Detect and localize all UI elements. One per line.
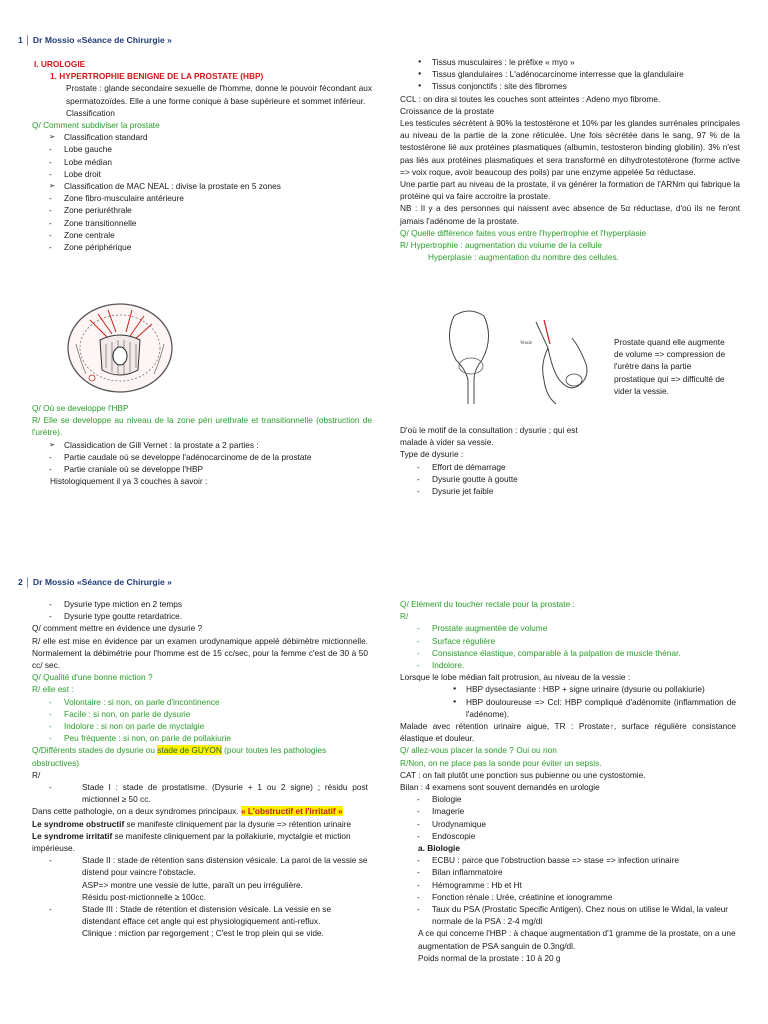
paragraph: ASP=> montre une vessie de lutte, paraît un peu irrégulière. [82, 879, 303, 890]
answer: R/ [400, 611, 409, 622]
paragraph: Prostate : glande secondaire sexuelle de l'homme, donne le pouvoir fécondant aux spermatozoïdes. Elle a une forme conique à base supérieure et sommet inférieur. [66, 83, 372, 106]
question: Q/ Comment subdiviser la prostate [32, 120, 160, 131]
answer: R/ Elle se developpe au niveau de la zone péri urethrale et transitionnelle (obstruction de l'urètre). [32, 415, 372, 438]
list-item: ➢ Classification de MAC NEAL : divise la prostate en 5 zones [32, 180, 372, 192]
list-item: - Partie craniale où se developpe l'HBP [32, 463, 372, 475]
answer: R/ Hypertrophie : augmentation du volume de la cellule [400, 240, 603, 251]
list-item: ➢ Classification standard [32, 131, 372, 143]
list-item: - Lobe gauche [32, 143, 372, 155]
figure-caption [614, 336, 732, 397]
list-item: - Imagerie [400, 805, 736, 817]
list-item: - Facile : si non, on parle de dysurie [32, 708, 368, 720]
question: Q/ comment mettre en évidence une dysurie ? [32, 623, 203, 634]
question: Q/ Quelle différence faites vous entre l'hypertrophie et l'hyperplasie [400, 227, 647, 238]
answer: R/ elle est mise en évidence par un examen urodynamique appelé débimètre mictionnelle. Normalement la débimétrie pour l'homme est de 15 cc/sec, pour la femme c'est de 30 à 50 cc/ sec. [32, 635, 368, 671]
list-item: - Stade III : Stade de rétention et distension vésicale. La vessie en se distendant efface cet angle qui est physiologiquement anti-reflux. [32, 903, 368, 927]
text-run: Le syndrome irritatif [32, 830, 113, 841]
list-item: - Fonction rénale : Urée, créatinine et ionogramme [400, 891, 736, 903]
list-item: - Hémogramme : Hb et Ht [400, 879, 736, 891]
paragraph: NB : Il y a des personnes qui naissent avec absence de 5α réductase, d'où ils ne feront jamais l'adénome de la prostate. [400, 203, 740, 226]
paragraph: Résidu post-mictionnelle ≥ 100cc. [82, 891, 206, 902]
caption-text: Prostate quand elle augmente de volume => compression de l'urètre dans la partie prostatique qui => difficulté de vider la vessie. [614, 337, 726, 396]
paragraph: Malade avec rétention urinaire aigue, TR : Prostate↑, surface régulière consistance élastique et douleur. [400, 721, 736, 744]
paragraph [32, 805, 368, 817]
list-item: - Prostate augmentée de volume [400, 622, 736, 634]
paragraph: A ce qui concerne l'HBP : à chaque augmentation d'1 gramme de la prostate, on a une augmentation de PSA sanguin de 0.3ng/dl. [418, 928, 736, 951]
list-item: - Surface régulière [400, 635, 736, 647]
list-item: - Bilan inflammatoire [400, 866, 736, 878]
list-item: ● Tissus glandulaires : L'adénocarcinome interresse que la glandulaire [400, 68, 740, 80]
list-item: ● HBP douloureuse => Ccl: HBP compliqué d'adénomite (inflammation de l'adénome). [400, 696, 736, 720]
answer: R/ elle est : [32, 684, 74, 695]
paragraph: Bilan : 4 examens sont souvent demandés en urologie [400, 782, 600, 793]
text-run: Q/Différents stades de dysurie ou [32, 745, 158, 756]
list-item: - Dysurie jet faible [400, 485, 740, 497]
list-item: - Zone fibro-musculaire antérieure [32, 192, 372, 204]
list-item: - Indolore : si non on parle de myctalgie [32, 720, 368, 732]
list-item: ● Tissus musculaires : le préfixe « myo » [400, 56, 740, 68]
paragraph: malade à vider sa vessie. [400, 437, 494, 448]
question: Q/ Où se developpe l'HBP [32, 403, 129, 413]
answer: R/ [32, 769, 41, 780]
list-item: - Partie caudale où se developpe l'adénocarcinome de de la prostate [32, 451, 372, 463]
list-item: - Taux du PSA (Prostatic Specific Antigen). Chez nous on utilise le Widal, la valeur normale de la PSA : 2-4 mg/dl [400, 903, 736, 927]
paragraph: Lorsque le lobe médian fait protrusion, au niveau de la vessie : [400, 672, 631, 683]
list-item: ● Tissus conjonctifs : site des fibromes [400, 80, 740, 92]
answer: R/Non, on ne place pas la sonde pour éviter un sepsis. [400, 757, 602, 768]
prostate-compression-sketch [440, 308, 610, 412]
page-header: 1 │ Dr Mossio «Séance de Chirurgie » [18, 35, 172, 45]
list-item: ● HBP dysectasiante : HBP + signe urinaire (dysurie ou pollakiurie) [400, 683, 736, 695]
paragraph: Poids normal de la prostate : 10 à 20 g [418, 952, 561, 963]
paragraph: Histologiquement il ya 3 couches à savoir : [50, 476, 208, 487]
prostate-sketch [62, 300, 182, 398]
section-title: I. UROLOGIE [34, 59, 86, 69]
answer: Hyperplasie : augmentation du nombre des cellules. [428, 252, 619, 263]
paragraph: D'où le motif de la consultation : dysurie ; qui est [400, 425, 578, 435]
list-item: - Zone périphérique [32, 241, 372, 253]
paragraph: Une partie part au niveau de la prostate, il va générer la formation de l'ARNm qui fabrique la protéine qui va faire accroitre la prostate. [400, 179, 740, 202]
highlight: « L'obstructif et l'irritatif » [240, 806, 343, 817]
page-2 [0, 560, 768, 1024]
list-item: - Dysurie type goutte retardatrice. [32, 610, 368, 622]
list-item: - Biologie [400, 793, 736, 805]
question: Q/ Qualité d'une bonne miction ? [32, 672, 153, 683]
list-item: - Consistance élastique, comparable à la palpation de muscle thénar. [400, 647, 736, 659]
list-item: - Lobe droit [32, 168, 372, 180]
list-item: - Endoscopie [400, 830, 736, 842]
paragraph: Croissance de la prostate [400, 105, 495, 116]
list-item: - Lobe médian [32, 156, 372, 168]
paragraph: CAT : on fait plutôt une ponction sus pubienne ou une cystostomie. [400, 769, 646, 780]
list-item: - Dysurie goutte à goutte [400, 473, 740, 485]
left-column [32, 598, 368, 940]
paragraph [32, 830, 368, 854]
list-item: - Indolore. [400, 659, 736, 671]
question: Q/ allez-vous placer la sonde ? Oui ou non [400, 745, 557, 756]
text-run: Le syndrome obstructif [32, 818, 125, 829]
right-column [400, 598, 736, 964]
subsection-title: 1. HYPERTROPHIE BENIGNE DE LA PROSTATE (HBP) [50, 71, 264, 82]
list-item: - Stade I : stade de prostatisme. (Dysurie + 1 ou 2 signe) ; résidu post mictionnel ≥ 50 cc. [32, 781, 368, 805]
list-item: - Volontaire : si non, on parle d'incontinence [32, 696, 368, 708]
text-run: Dans cette pathologie, on a deux syndromes principaux. [32, 806, 241, 817]
paragraph: Type de dysurie : [400, 449, 464, 460]
sketch-label: Vessie [520, 341, 533, 346]
right-column [400, 56, 740, 263]
right-column-bottom [400, 424, 740, 497]
subheading: a. Biologie [418, 843, 460, 854]
list-item: - Zone transitionnelle [32, 217, 372, 229]
label: Classification [66, 107, 115, 118]
left-column [32, 58, 372, 253]
list-item: - Zone periuréthrale [32, 204, 372, 216]
list-item: - Urodynamique [400, 818, 736, 830]
question: Q/ Elément du toucher rectale pour la prostate : [400, 599, 575, 609]
paragraph: Les testicules sécrètent à 90% la testostérone et 10% par les glandes surrénales principales au niveau de la partie de la zone réticulée. Une fois sécrétée dans le sang, 97 % de la testostérone lié aux protéines plasmatiques (albumin, testosteron binding globilin). 3% n'est pas liés aux protéines plasmatiques et sera transformé en dihydrotestotérone (forme active => voix roque, avoir beaucoup des poils) par une enzyme appelée 5α réductase. [400, 118, 740, 177]
paragraph: Clinique : miction par regorgement ; C'est le trop plein qui se vide. [82, 928, 324, 939]
list-item: - Effort de démarrage [400, 461, 740, 473]
page-header: 2 │ Dr Mossio «Séance de Chirurgie » [18, 577, 172, 587]
list-item: - Stade II : stade de rétention sans distension vésicale. La paroi de la vessie se distend pour vaincre l'obstacle. [32, 854, 368, 878]
list-item: - Dysurie type miction en 2 temps [32, 598, 368, 610]
list-item: - Peu fréquente : si non, on parle de pollakiurie [32, 732, 368, 744]
list-item: - Zone centrale [32, 229, 372, 241]
text-run: se manifeste cliniquement par la dysurie => rétention urinaire [124, 818, 352, 829]
text-run: (pour toutes les pathologies obstructives) [32, 745, 327, 768]
list-item: - ECBU : parce que l'obstruction basse => stase => infection urinaire [400, 854, 736, 866]
list-item: ➢ Classidication de Gill Vernet : la prostate a 2 parties : [32, 439, 372, 451]
paragraph [32, 818, 368, 830]
highlight: stade de GUYON [157, 745, 222, 756]
question [32, 744, 368, 768]
text-run: se manifeste cliniquement par la pollakiurie, myctalgie et miction impérieuse. [32, 830, 351, 854]
paragraph: CCL : on dira si toutes les couches sont atteintes : Adeno myo fibrome. [400, 93, 661, 104]
left-column-bottom [32, 402, 372, 487]
